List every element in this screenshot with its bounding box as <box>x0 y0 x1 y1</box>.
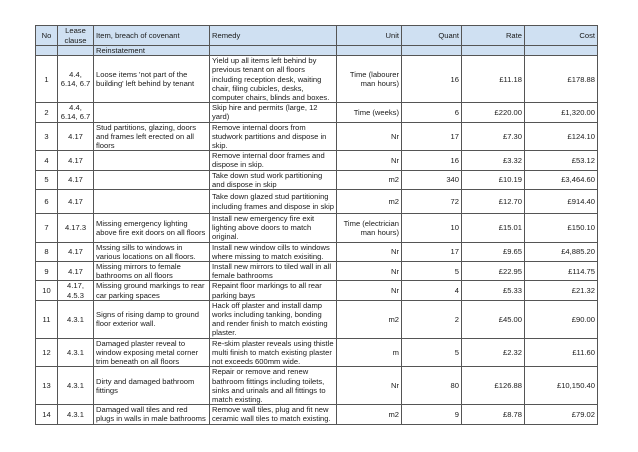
cell-clause: 4.17 <box>58 262 94 281</box>
cell-cost: £114.75 <box>525 262 598 281</box>
cell-quant: 5 <box>402 262 462 281</box>
cell-no: 13 <box>36 367 58 405</box>
cell-quant: 2 <box>402 300 462 338</box>
cell-unit: Nr <box>337 151 402 170</box>
cell-quant: 4 <box>402 281 462 300</box>
cell-unit: Time (electrician man hours) <box>337 214 402 243</box>
cell-no: 4 <box>36 151 58 170</box>
table-row <box>36 122 598 151</box>
header-cost: Cost <box>525 26 598 46</box>
cell-item: Missing emergency lighting above fire exit doors on all floors <box>94 214 210 243</box>
cell-quant: 6 <box>402 103 462 122</box>
cell-clause: 4.3.1 <box>58 300 94 338</box>
cell-clause: 4.3.1 <box>58 367 94 405</box>
cell-rate: £5.33 <box>462 281 525 300</box>
cell-quant: 17 <box>402 122 462 151</box>
cell-item <box>94 103 210 122</box>
cell-rate: £3.32 <box>462 151 525 170</box>
cell-rate: £7.30 <box>462 122 525 151</box>
cell-no: 10 <box>36 281 58 300</box>
header-quant: Quant <box>402 26 462 46</box>
cell-unit: m2 <box>337 405 402 424</box>
table-row <box>36 190 598 214</box>
cell-no: 9 <box>36 262 58 281</box>
cell-remedy: Repair or remove and renew bathroom fittings including toilets, sinks and urinals and all fittings to match existing. <box>210 367 337 405</box>
cell-item <box>94 151 210 170</box>
cell-remedy: Remove wall tiles, plug and fit new ceramic wall tiles to match existing. <box>210 405 337 424</box>
cell-remedy: Hack off plaster and install damp works including tanking, bonding and render finish to match existing plaster. <box>210 300 337 338</box>
table-row <box>36 214 598 243</box>
cell-rate: £12.70 <box>462 190 525 214</box>
cell-cost: £1,320.00 <box>525 103 598 122</box>
cell-no: 12 <box>36 338 58 367</box>
cell-remedy: Remove internal doors from studwork partitions and dispose in skip. <box>210 122 337 151</box>
cell-clause: 4.4, 6.14, 6.7 <box>58 103 94 122</box>
table-row <box>36 281 598 300</box>
cell-unit: Nr <box>337 281 402 300</box>
cell-clause: 4.17 <box>58 190 94 214</box>
cell-cost: £3,464.60 <box>525 170 598 189</box>
cell-rate: £11.18 <box>462 56 525 103</box>
cell-rate: £220.00 <box>462 103 525 122</box>
table-row <box>36 405 598 424</box>
cell-cost: £90.00 <box>525 300 598 338</box>
cell-no: 2 <box>36 103 58 122</box>
cell-cost: £21.32 <box>525 281 598 300</box>
cell-rate: £2.32 <box>462 338 525 367</box>
cell-unit: m2 <box>337 300 402 338</box>
cell-quant: 5 <box>402 338 462 367</box>
cell-cost: £124.10 <box>525 122 598 151</box>
cell-rate: £15.01 <box>462 214 525 243</box>
cell-no: 8 <box>36 242 58 261</box>
cell-cost: £79.02 <box>525 405 598 424</box>
header-unit: Unit <box>337 26 402 46</box>
cell-clause: 4.17 <box>58 151 94 170</box>
table-row <box>36 242 598 261</box>
cell-remedy: Skip hire and permits (large, 12 yard) <box>210 103 337 122</box>
table-row <box>36 103 598 122</box>
cell-item: Damaged plaster reveal to window exposing metal corner trim beneath on all floors <box>94 338 210 367</box>
cell-cost: £53.12 <box>525 151 598 170</box>
cell-item: Stud partitions, glazing, doors and frames left erected on all floors <box>94 122 210 151</box>
cell-item: Missing ground markings to rear car parking spaces <box>94 281 210 300</box>
cell-unit: m2 <box>337 170 402 189</box>
section-row <box>36 46 598 56</box>
cell-no: 1 <box>36 56 58 103</box>
cell-clause: 4.17 <box>58 170 94 189</box>
cell-no: 7 <box>36 214 58 243</box>
cell-rate: £126.88 <box>462 367 525 405</box>
cell-quant: 16 <box>402 151 462 170</box>
cell-remedy: Re-skim plaster reveals using thistle multi finish to match existing plaster not exceeds 600mm wide. <box>210 338 337 367</box>
cell-clause: 4.3.1 <box>58 338 94 367</box>
cell-item: Missing mirrors to female bathrooms on all floors <box>94 262 210 281</box>
cell-cost: £150.10 <box>525 214 598 243</box>
cell-no: 6 <box>36 190 58 214</box>
table-row <box>36 367 598 405</box>
cell-cost: £10,150.40 <box>525 367 598 405</box>
cell-quant: 16 <box>402 56 462 103</box>
cell-quant: 80 <box>402 367 462 405</box>
header-remedy: Remedy <box>210 26 337 46</box>
cell-item: Signs of rising damp to ground floor exterior wall. <box>94 300 210 338</box>
cell-quant: 10 <box>402 214 462 243</box>
cell-remedy: Take down stud work partitioning and dispose in skip <box>210 170 337 189</box>
cell-remedy: Install new emergency fire exit lighting above doors to match original. <box>210 214 337 243</box>
table-row <box>36 151 598 170</box>
cell-item <box>94 170 210 189</box>
cell-quant: 17 <box>402 242 462 261</box>
cell-quant: 72 <box>402 190 462 214</box>
cell-clause: 4.3.1 <box>58 405 94 424</box>
table-row <box>36 262 598 281</box>
breach-schedule-table <box>35 25 598 425</box>
cell-clause: 4.17, 4.5.3 <box>58 281 94 300</box>
cell-quant: 9 <box>402 405 462 424</box>
table-row <box>36 170 598 189</box>
cell-item: Loose items 'not part of the building' left behind by tenant <box>94 56 210 103</box>
header-clause: Lease clause <box>58 26 94 46</box>
cell-unit: Nr <box>337 367 402 405</box>
table-row <box>36 338 598 367</box>
table-row <box>36 56 598 103</box>
cell-unit: Nr <box>337 242 402 261</box>
cell-remedy: Remove internal door frames and dispose in skip. <box>210 151 337 170</box>
cell-item: Damaged wall tiles and red plugs in walls in male bathrooms <box>94 405 210 424</box>
table-body <box>36 56 598 424</box>
cell-item: Mssing sills to windows in various locations on all floors. <box>94 242 210 261</box>
header-no: No <box>36 26 58 46</box>
cell-clause: 4.4, 6.14, 6.7 <box>58 56 94 103</box>
cell-quant: 340 <box>402 170 462 189</box>
cell-rate: £10.19 <box>462 170 525 189</box>
cell-unit: m <box>337 338 402 367</box>
cell-cost: £11.60 <box>525 338 598 367</box>
cell-rate: £9.65 <box>462 242 525 261</box>
cell-unit: m2 <box>337 190 402 214</box>
cell-remedy: Install new window cills to windows where missing to match exisiting. <box>210 242 337 261</box>
cell-remedy: Repaint floor markings to all rear parking bays <box>210 281 337 300</box>
table-row <box>36 300 598 338</box>
cell-rate: £8.78 <box>462 405 525 424</box>
cell-no: 11 <box>36 300 58 338</box>
header-row <box>36 26 598 46</box>
cell-no: 3 <box>36 122 58 151</box>
cell-cost: £178.88 <box>525 56 598 103</box>
cell-rate: £22.95 <box>462 262 525 281</box>
cell-remedy: Install new mirrors to tiled wall in all female bathrooms <box>210 262 337 281</box>
cell-unit: Time (labourer man hours) <box>337 56 402 103</box>
cell-no: 14 <box>36 405 58 424</box>
cell-cost: £4,885.20 <box>525 242 598 261</box>
cell-clause: 4.17.3 <box>58 214 94 243</box>
cell-remedy: Take down glazed stud partitioning including frames and dispose in skip <box>210 190 337 214</box>
cell-cost: £914.40 <box>525 190 598 214</box>
cell-unit: Nr <box>337 122 402 151</box>
cell-no: 5 <box>36 170 58 189</box>
cell-remedy: Yield up all items left behind by previous tenant on all floors including reception desk, waiting chair, filing cubicles, desks, computer chairs, blinds and boxes. <box>210 56 337 103</box>
header-rate: Rate <box>462 26 525 46</box>
header-item: Item, breach of covenant <box>94 26 210 46</box>
cell-unit: Time (weeks) <box>337 103 402 122</box>
cell-clause: 4.17 <box>58 242 94 261</box>
cell-rate: £45.00 <box>462 300 525 338</box>
section-label: Reinstatement <box>94 46 210 56</box>
cell-item <box>94 190 210 214</box>
cell-unit: Nr <box>337 262 402 281</box>
cell-clause: 4.17 <box>58 122 94 151</box>
cell-item: Dirty and damaged bathroom fittings <box>94 367 210 405</box>
